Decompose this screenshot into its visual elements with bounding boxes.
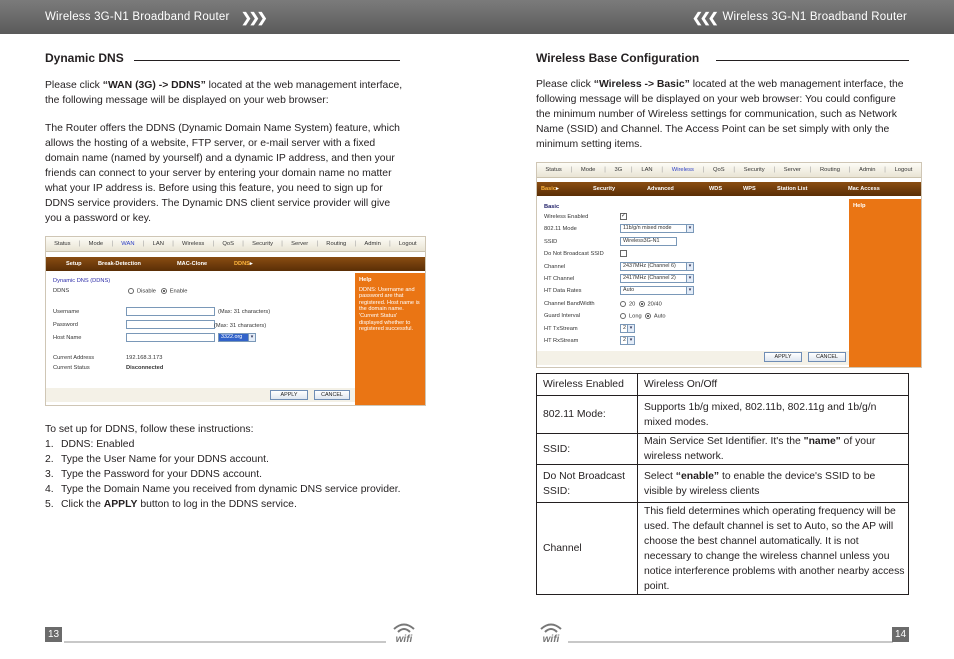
arrow-right-icon: ▸ <box>249 261 253 267</box>
nav-item[interactable]: Wireless <box>182 241 205 247</box>
username-input[interactable] <box>126 307 215 316</box>
table-desc: Supports 1b/g mixed, 802.11b, 802.11g and 1b/g/n mixed modes. <box>638 396 909 434</box>
arrow-right-icon: ▸ <box>555 186 559 192</box>
button-bar <box>46 388 355 402</box>
host-suffix-select[interactable]: 3322.org ▾ <box>218 333 256 342</box>
section-rule <box>134 60 400 61</box>
router-nav-bar <box>537 163 921 178</box>
page-number-left: 13 <box>45 627 62 642</box>
current-address-value: 192.168.3.173 <box>126 355 163 361</box>
field-label: SSID <box>544 238 558 245</box>
sub-nav-item[interactable]: MAC-Clone <box>177 261 208 267</box>
radio-group[interactable]: 20 20/40 <box>620 301 662 308</box>
chevron-down-icon: ▾ <box>627 337 634 344</box>
nav-item[interactable]: Routing <box>819 167 840 173</box>
step-item: 2. Type the User Name for your DDNS account. <box>45 454 269 465</box>
table-label: 802.11 Mode: <box>537 396 638 434</box>
host-input[interactable] <box>126 333 215 342</box>
chevron-right-icon: ❯❯❯ <box>241 10 265 25</box>
nav-separator: | <box>733 167 735 173</box>
nav-item[interactable]: Routing <box>326 241 347 247</box>
section-rule <box>716 60 909 61</box>
nav-item[interactable]: WAN <box>121 241 135 247</box>
sub-nav-item[interactable]: Advanced <box>647 186 674 192</box>
wifi-logo-icon <box>389 619 419 643</box>
username-label: Username <box>53 309 80 315</box>
checkbox[interactable] <box>620 250 627 257</box>
nav-item[interactable]: Mode <box>88 241 104 247</box>
nav-separator: | <box>354 241 357 247</box>
sub-nav-item[interactable]: WPS <box>743 186 756 192</box>
radio-icon[interactable] <box>645 313 651 319</box>
section-title-ddns: Dynamic DNS <box>45 51 124 65</box>
chevron-down-icon: ▾ <box>627 325 634 332</box>
nav-separator: | <box>631 167 633 173</box>
sub-nav-item[interactable]: Security <box>593 186 616 192</box>
router-sub-nav <box>537 182 921 196</box>
cancel-button[interactable]: CANCEL <box>808 352 846 362</box>
select-field[interactable]: 2 ▾ <box>620 324 635 333</box>
step-item: 1. DDNS: Enabled <box>45 439 135 450</box>
chevron-down-icon: ▾ <box>686 263 693 270</box>
page-number-right: 14 <box>892 627 909 642</box>
nav-separator: | <box>281 241 283 247</box>
table-row <box>537 374 909 396</box>
nav-item[interactable]: Wireless <box>671 167 694 173</box>
field-label: Wireless Enabled <box>544 214 589 220</box>
sub-nav-item[interactable]: Station List <box>777 186 808 192</box>
field-label: HT TxStream <box>544 325 578 332</box>
sub-nav-item[interactable]: Basic▸ <box>541 186 559 192</box>
svg-text:wifi: wifi <box>542 634 560 643</box>
table-desc: Wireless On/Off <box>638 374 909 396</box>
ddns-body: The Router offers the DDNS (Dynamic Domain Name System) feature, which allows the hosting of a website, FTP server, or e-mail server with a fixed domain name (named by yourself) and a dynamic IP address, and then your friends can connect to your server by entering your domain name no matter what your IP address is. Before using this feature, you need to sign up for DDNS service providers. The Dynamic DNS client service provider will give you a password or key. <box>45 123 400 224</box>
select-field[interactable]: 2417MHz (Channel 2) ▾ <box>620 274 694 283</box>
apply-button[interactable]: APPLY <box>270 390 308 400</box>
nav-separator: | <box>884 167 886 173</box>
nav-item[interactable]: QoS <box>222 241 234 247</box>
steps-list <box>45 437 410 512</box>
select-field[interactable]: 11b/g/n mixed mode ▾ <box>620 224 694 233</box>
table-label: Channel <box>537 503 638 595</box>
ddns-screenshot <box>45 236 426 406</box>
basic-heading: Basic <box>544 204 560 210</box>
nav-item[interactable]: Logout <box>398 241 417 247</box>
help-panel: Help <box>849 199 922 367</box>
radio-group[interactable]: Long Auto <box>620 313 666 320</box>
ddns-radio-group[interactable]: Disable Enable <box>128 288 187 295</box>
field-label: Guard Interval <box>544 313 581 320</box>
chevron-down-icon: ▾ <box>248 334 255 341</box>
nav-item[interactable]: LAN <box>641 167 653 173</box>
sub-nav-item[interactable]: Break-Detection <box>98 261 141 267</box>
nav-item[interactable]: Admin <box>364 241 381 247</box>
router-nav-bar <box>46 237 425 252</box>
field-label: HT RxStream <box>544 338 579 344</box>
table-label: SSID: <box>537 434 638 465</box>
nav-separator: | <box>316 241 319 247</box>
nav-separator: | <box>661 167 663 173</box>
table-desc: Select “enable” to enable the device's SSID to be visible by wireless clients <box>638 465 909 503</box>
current-status-value: Disconnected <box>126 365 164 371</box>
password-input[interactable] <box>126 320 215 329</box>
nav-separator: | <box>212 241 215 247</box>
nav-item[interactable]: Security <box>252 241 274 247</box>
steps-intro: To set up for DDNS, follow these instructions: <box>45 424 254 435</box>
checkbox[interactable]: ✓ <box>621 213 627 219</box>
current-status-label: Current Status <box>53 365 90 371</box>
nav-separator: | <box>604 167 606 173</box>
step-item: 5. Click the APPLY button to log in the DDNS service. <box>45 499 297 510</box>
wireless-basic-screenshot <box>536 162 922 368</box>
nav-item[interactable]: Server <box>783 167 801 173</box>
nav-separator: | <box>389 241 391 247</box>
nav-separator: | <box>773 167 776 173</box>
nav-item[interactable]: LAN <box>152 241 164 247</box>
radio-enable-icon[interactable] <box>161 288 167 294</box>
cancel-button[interactable]: CANCEL <box>314 390 350 400</box>
wifi-logo-icon <box>536 619 566 643</box>
field-label: Do Not Broadcast SSID <box>544 251 604 258</box>
username-hint: (Max: 31 characters) <box>218 309 271 315</box>
nav-separator: | <box>848 167 851 173</box>
nav-item[interactable]: Admin <box>859 167 876 173</box>
router-sub-nav <box>46 257 425 271</box>
radio-icon[interactable] <box>620 301 626 307</box>
radio-icon[interactable] <box>639 301 645 307</box>
nav-separator: | <box>242 241 244 247</box>
ddns-intro: Please click “WAN (3G) -> DDNS” located at the web management interface, the following message will be displayed on your web browser: <box>45 80 403 106</box>
table-desc: This field determines which operating frequency will be used. The default channel is set to Auto, so the AP will choose the best channel automatically. It is not necessary to change the wireless channel unless you notice interference problems with another nearby access point. <box>638 503 909 595</box>
nav-item[interactable]: QoS <box>713 167 725 173</box>
nav-separator: | <box>111 241 113 247</box>
header-title-left: Wireless 3G-N1 Broadband Router <box>45 11 230 23</box>
step-item: 3. Type the Password for your DDNS account. <box>45 469 262 480</box>
field-label: HT Data Rates <box>544 288 582 295</box>
table-row <box>537 465 909 503</box>
sub-nav-item[interactable]: Setup <box>66 261 82 267</box>
apply-button[interactable]: APPLY <box>764 352 802 362</box>
field-label: Channel BandWidth <box>544 300 595 307</box>
nav-separator: | <box>809 167 812 173</box>
radio-icon[interactable] <box>620 313 626 319</box>
button-bar <box>537 351 849 365</box>
table-row <box>537 396 909 434</box>
chevron-down-icon: ▾ <box>686 287 693 294</box>
wireless-intro: Please click “Wireless -> Basic” located at the web management interface, the following message will be displayed on your web browser: You could configure the minimum number of Wireless settings for communication, such as Network Name (SSID) and Channel. The Access Point can be set simply with only the minimum setting items. <box>536 79 904 150</box>
password-hint: (Max: 31 characters) <box>214 323 267 329</box>
section-title-wireless: Wireless Base Configuration <box>536 51 700 65</box>
field-label: HT Channel <box>544 276 575 282</box>
ddns-heading: Dynamic DNS (DDNS) <box>53 278 111 284</box>
nav-separator: | <box>78 241 81 247</box>
text-input[interactable]: Wireless3G-N1 <box>620 237 677 246</box>
nav-item[interactable]: Status <box>54 241 71 247</box>
current-address-label: Current Address <box>53 355 95 361</box>
nav-separator: | <box>702 167 705 173</box>
host-label: Host Name <box>53 335 82 341</box>
nav-item[interactable]: Security <box>743 167 765 173</box>
nav-item[interactable]: Logout <box>894 167 913 173</box>
radio-disable-icon[interactable] <box>128 288 134 294</box>
nav-separator: | <box>142 241 145 247</box>
nav-item[interactable]: Status <box>545 167 562 173</box>
chevron-left-icon: ❮❮❮ <box>692 10 716 25</box>
footer-line <box>64 641 386 643</box>
table-desc: Main Service Set Identifier. It's the "name" of your wireless network. <box>638 434 909 465</box>
sub-nav-item[interactable]: Mac Access <box>848 186 880 192</box>
password-label: Password <box>53 322 78 328</box>
nav-item[interactable]: Server <box>291 241 309 247</box>
footer-line <box>568 641 893 643</box>
nav-separator: | <box>570 167 573 173</box>
header-title-right: Wireless 3G-N1 Broadband Router <box>722 11 907 23</box>
sub-nav-item[interactable]: DDNS▸ <box>234 261 253 267</box>
select-field[interactable]: Auto ▾ <box>620 286 694 295</box>
table-label: Wireless Enabled <box>537 374 638 396</box>
ddns-label: DDNS <box>53 288 70 294</box>
table-row <box>537 503 909 595</box>
select-field[interactable]: 2 ▾ <box>620 336 635 345</box>
svg-text:wifi: wifi <box>395 634 413 643</box>
field-label: Channel <box>544 263 566 270</box>
chevron-down-icon: ▾ <box>686 275 693 282</box>
sub-nav-item[interactable]: WDS <box>709 186 723 192</box>
nav-separator: | <box>172 241 174 247</box>
settings-table <box>536 373 909 595</box>
step-item: 4. Type the Domain Name you received from dynamic DNS service provider. <box>45 484 401 495</box>
table-row <box>537 434 909 465</box>
field-label: 802.11 Mode <box>544 226 577 233</box>
nav-item[interactable]: Mode <box>580 167 596 173</box>
select-field[interactable]: 2437MHz (Channel 6) ▾ <box>620 262 694 271</box>
table-label: Do Not Broadcast SSID: <box>537 465 638 503</box>
nav-item[interactable]: 3G <box>614 167 623 173</box>
help-panel: Help DDNS: Username and password are that registered. Host name is the domain name. 'Current Status' displayed whether to registered successful. <box>355 273 425 406</box>
chevron-down-icon: ▾ <box>686 225 693 232</box>
